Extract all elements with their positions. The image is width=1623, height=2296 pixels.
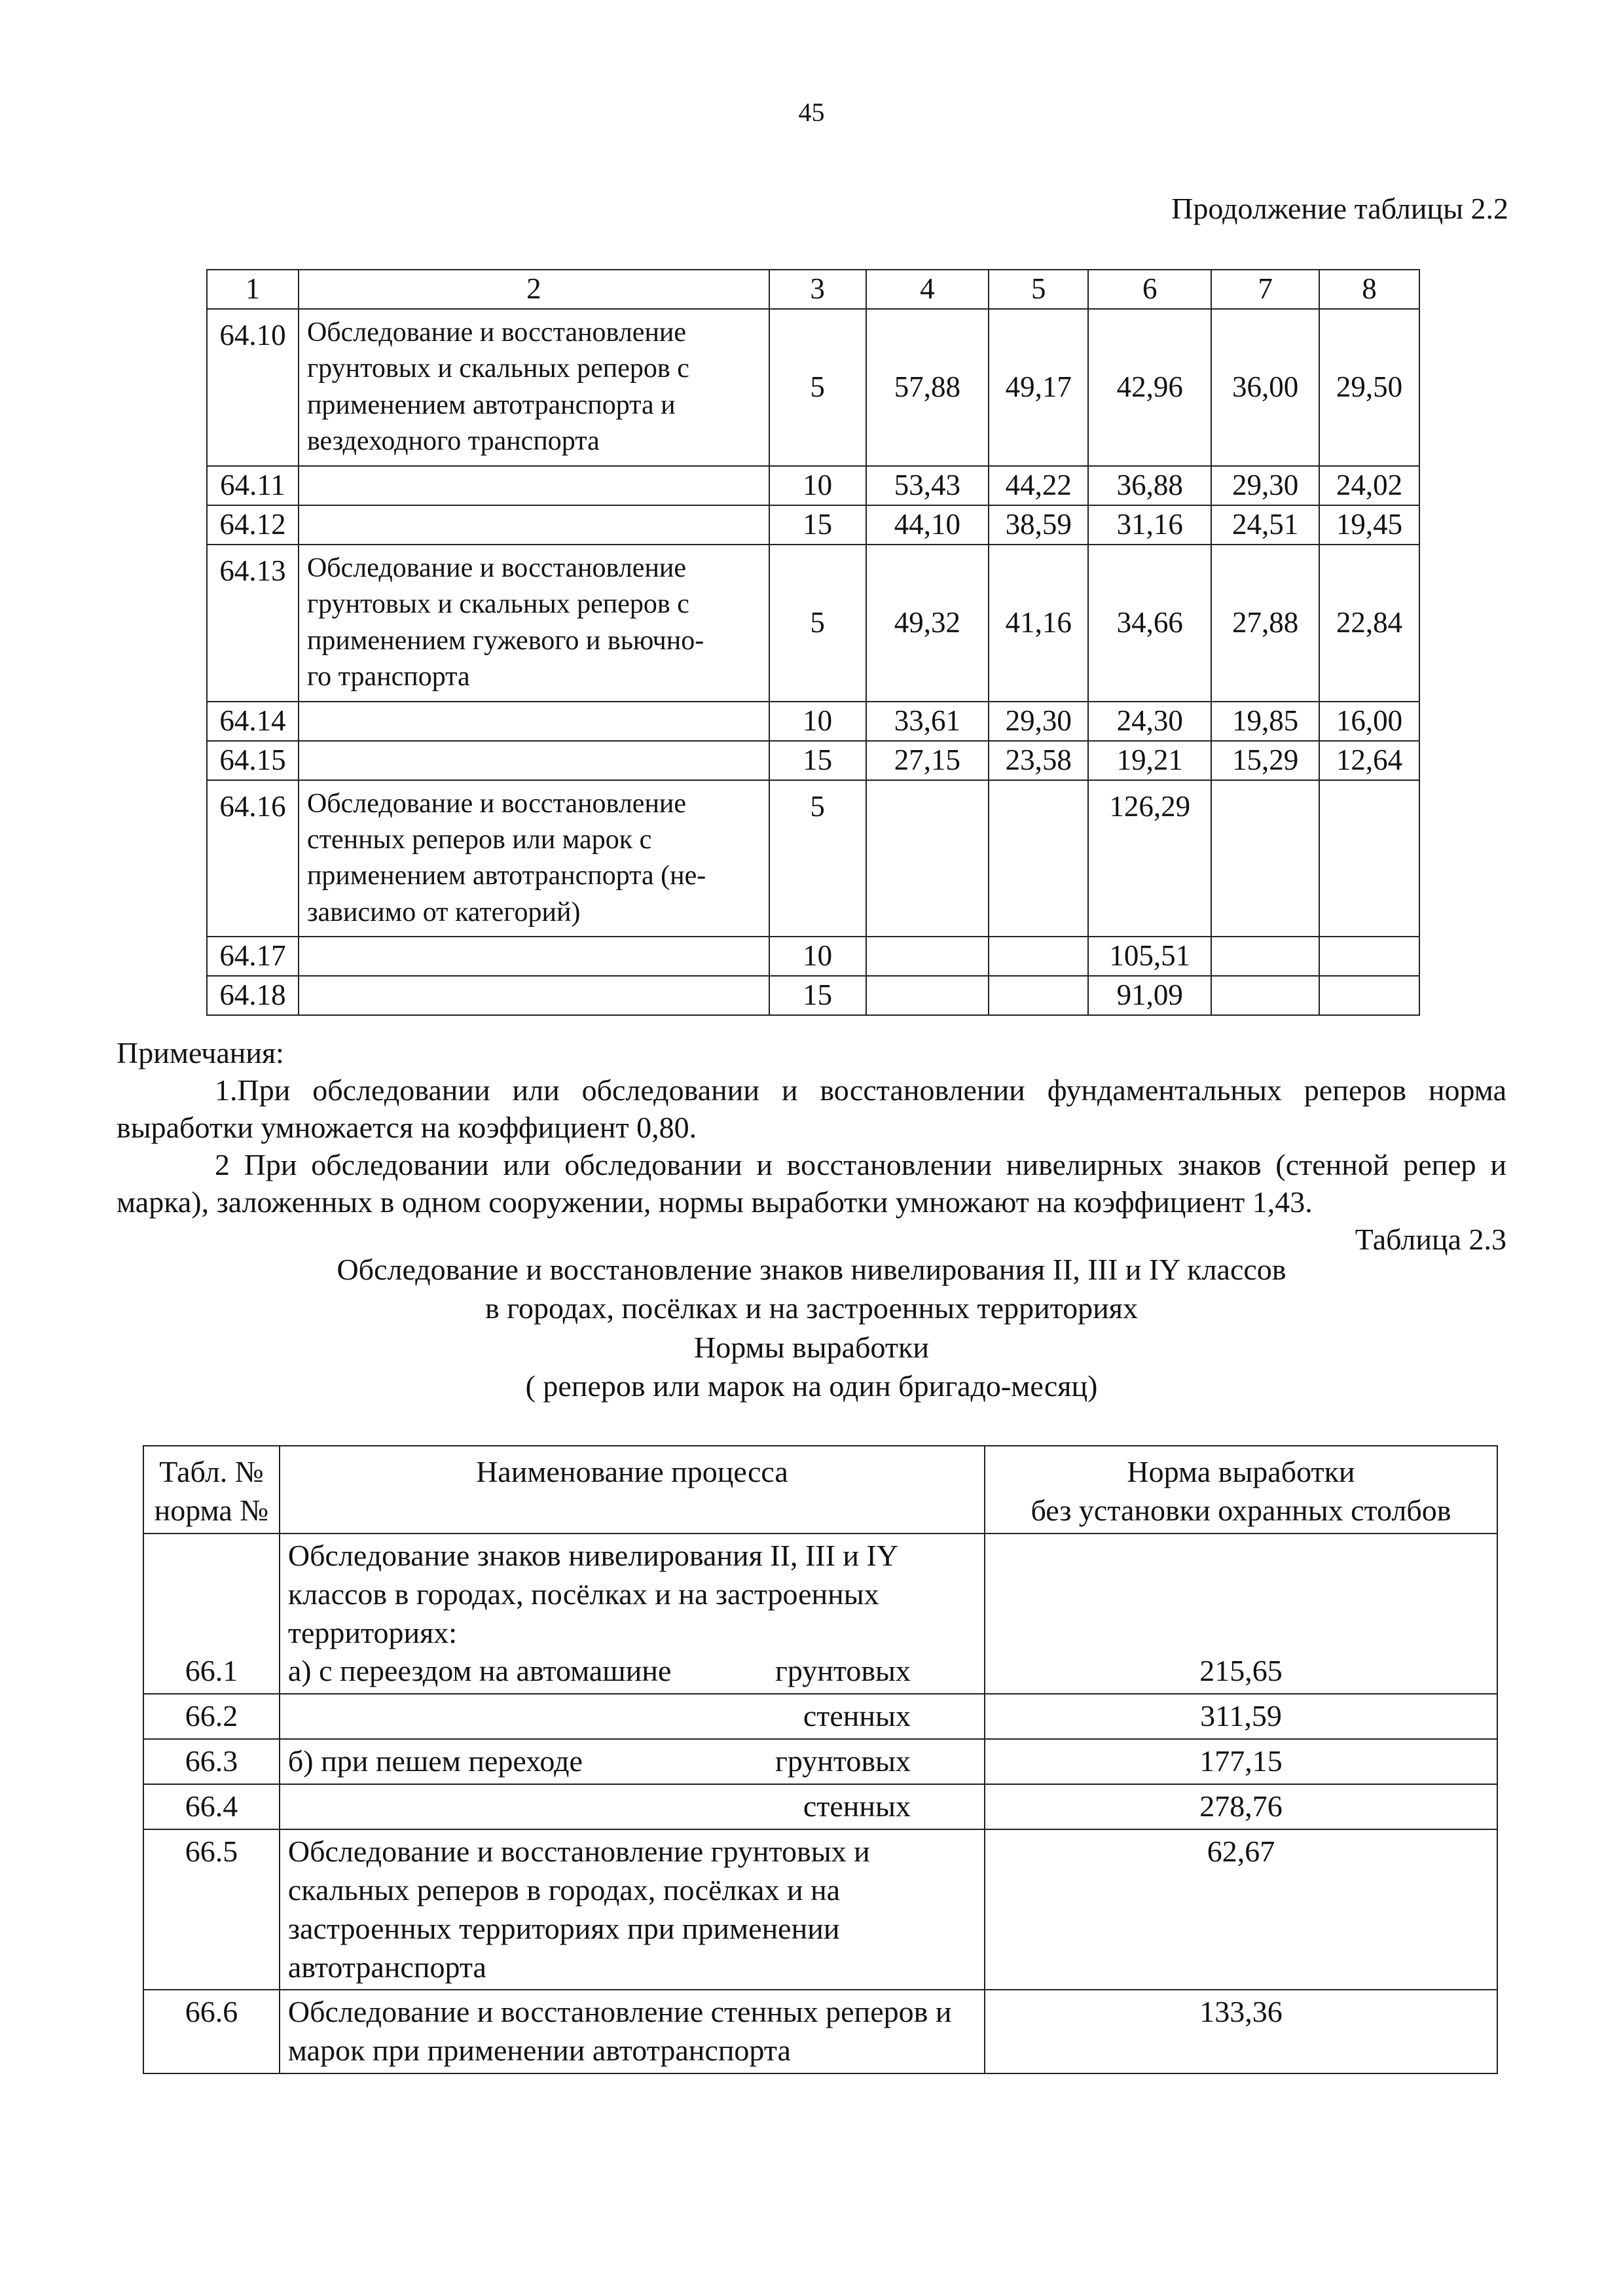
process-name (299, 309, 769, 466)
table-row (143, 1990, 1497, 2073)
cell (989, 780, 1088, 937)
note-2: 2 При обследовании или обследовании и восстановлении нивелирных знаков (стенной репер и марка), заложенных в одном сооружении, нормы выработки умножают на коэффициент 1,43. (117, 1148, 1506, 1219)
process-name (299, 545, 769, 702)
table-row (207, 309, 1419, 466)
row-code: 66.1 (143, 1534, 280, 1695)
cell (866, 976, 989, 1015)
column-header: 5 (989, 270, 1088, 309)
cell: 24,51 (1211, 505, 1319, 545)
notes-section (117, 1034, 1506, 1258)
cell: 16,00 (1319, 702, 1419, 741)
process-name: Обследование и восстановление грунтовых и скальных реперов в городах, посёлках и на застроенных территориях при применении автотранспорта (280, 1829, 985, 1990)
notes-heading: Примечания: (117, 1036, 284, 1069)
row-code: 66.5 (143, 1829, 280, 1990)
cell: 23,58 (989, 741, 1088, 780)
column-header: 8 (1319, 270, 1419, 309)
process-line (288, 1652, 976, 1691)
cell: 24,30 (1088, 702, 1211, 741)
cell: 5 (769, 545, 866, 702)
cell: 15 (769, 505, 866, 545)
name-line: го транспорта (306, 662, 470, 692)
norm-value: 177,15 (985, 1739, 1497, 1784)
cell: 33,61 (866, 702, 989, 741)
title-line: в городах, посёлках и на застроенных территориях (485, 1291, 1138, 1325)
note-1: 1.При обследовании или обследовании и восстановлении фундаментальных реперов норма выработки умножается на коэффициент 0,80. (117, 1073, 1506, 1145)
norm-value: 133,36 (985, 1990, 1497, 2073)
norm-value: 278,76 (985, 1784, 1497, 1829)
cell: 19,21 (1088, 741, 1211, 780)
table-row (207, 702, 1419, 741)
row-code: 64.17 (207, 937, 299, 976)
table-2-3-title (0, 1250, 1623, 1405)
column-header: 6 (1088, 270, 1211, 309)
intro-text: Обследование знаков нивелирования II, III и IY классов в городах, посёлках и на застроенных территориях: (287, 1538, 898, 1649)
table-header-row (143, 1446, 1497, 1534)
table-row (207, 741, 1419, 780)
process-name (299, 937, 769, 976)
process-right: стенных (803, 1789, 911, 1823)
row-code: 64.18 (207, 976, 299, 1015)
cell: 5 (769, 780, 866, 937)
cell: 29,30 (1211, 466, 1319, 505)
name-line: грунтовых и скальных реперов с (306, 589, 689, 620)
cell: 31,16 (1088, 505, 1211, 545)
cell (1319, 780, 1419, 937)
process-name (299, 505, 769, 545)
name-line: Обследование и восстановление (306, 552, 687, 583)
process-right: грунтовых (775, 1654, 911, 1688)
process-name (299, 466, 769, 505)
norms-table-2-2 (206, 269, 1420, 1016)
cell: 91,09 (1088, 976, 1211, 1015)
header-line: Табл. № (159, 1455, 264, 1488)
table-row (143, 1739, 1497, 1784)
header-line: Норма выработки (1127, 1455, 1355, 1488)
row-code: 64.16 (207, 780, 299, 937)
cell: 10 (769, 702, 866, 741)
process-name (299, 741, 769, 780)
process-line (288, 1697, 976, 1736)
process-name (280, 1739, 985, 1784)
cell (1211, 780, 1319, 937)
norm-value: 215,65 (985, 1534, 1497, 1695)
cell: 19,85 (1211, 702, 1319, 741)
column-header-norm (985, 1446, 1497, 1534)
process-line (288, 1742, 976, 1781)
row-code: 64.11 (207, 466, 299, 505)
cell: 53,43 (866, 466, 989, 505)
cell: 24,02 (1319, 466, 1419, 505)
name-line: грунтовых и скальных реперов с (306, 353, 689, 384)
cell (1319, 937, 1419, 976)
cell: 5 (769, 309, 866, 466)
process-name (299, 702, 769, 741)
cell: 10 (769, 937, 866, 976)
row-code: 66.6 (143, 1990, 280, 2073)
table-row (207, 545, 1419, 702)
cell: 38,59 (989, 505, 1088, 545)
table-header-row (207, 270, 1419, 309)
process-name (280, 1534, 985, 1695)
cell: 29,30 (989, 702, 1088, 741)
header-line: норма № (154, 1493, 269, 1527)
process-left: б) при пешем переходе (287, 1744, 583, 1778)
cell (989, 937, 1088, 976)
name-line: применением гужевого и вьючно- (306, 625, 704, 656)
table-label: Таблица 2.3 (1355, 1223, 1506, 1257)
name-line: зависимо от категорий) (306, 897, 581, 927)
row-code: 64.10 (207, 309, 299, 466)
cell: 44,22 (989, 466, 1088, 505)
column-header: 7 (1211, 270, 1319, 309)
cell (1319, 976, 1419, 1015)
column-header: 1 (207, 270, 299, 309)
cell (866, 780, 989, 937)
column-header: 4 (866, 270, 989, 309)
row-code: 64.12 (207, 505, 299, 545)
cell: 41,16 (989, 545, 1088, 702)
cell: 27,15 (866, 741, 989, 780)
column-header-process: Наименование процесса (280, 1446, 985, 1534)
table-row (207, 976, 1419, 1015)
cell: 34,66 (1088, 545, 1211, 702)
cell: 15 (769, 741, 866, 780)
process-right: стенных (803, 1699, 911, 1733)
cell (1211, 976, 1319, 1015)
norms-table-2-3 (143, 1445, 1498, 2074)
title-line: Обследование и восстановление знаков нивелирования II, III и IY классов (337, 1253, 1286, 1286)
name-line: применением автотранспорта и (306, 389, 676, 420)
process-name (299, 976, 769, 1015)
cell: 27,88 (1211, 545, 1319, 702)
column-header-code (143, 1446, 280, 1534)
row-code: 64.14 (207, 702, 299, 741)
process-right: грунтовых (775, 1744, 911, 1778)
cell: 29,50 (1319, 309, 1419, 466)
name-line: Обследование и восстановление (306, 788, 687, 819)
cell (1211, 937, 1319, 976)
row-code: 66.3 (143, 1739, 280, 1784)
row-code: 66.4 (143, 1784, 280, 1829)
page-number: 45 (798, 98, 825, 127)
cell: 19,45 (1319, 505, 1419, 545)
cell: 22,84 (1319, 545, 1419, 702)
name-line: применением автотранспорта (не- (306, 861, 706, 891)
table-row (207, 466, 1419, 505)
cell: 15,29 (1211, 741, 1319, 780)
cell: 49,32 (866, 545, 989, 702)
header-line: без установки охранных столбов (1030, 1493, 1451, 1527)
table-row (143, 1694, 1497, 1739)
table-row (143, 1784, 1497, 1829)
process-line (288, 1787, 976, 1826)
cell: 126,29 (1088, 780, 1211, 937)
row-code: 64.13 (207, 545, 299, 702)
continuation-caption: Продолжение таблицы 2.2 (1171, 192, 1508, 225)
title-line: ( реперов или марок на один бригадо-месяц) (525, 1369, 1098, 1403)
cell: 36,00 (1211, 309, 1319, 466)
cell: 12,64 (1319, 741, 1419, 780)
name-line: вездеходного транспорта (306, 426, 600, 457)
table-row (207, 505, 1419, 545)
process-name (299, 780, 769, 937)
process-name (280, 1784, 985, 1829)
table-row (143, 1534, 1497, 1695)
cell: 15 (769, 976, 866, 1015)
process-left: а) с переездом на автомашине (287, 1654, 672, 1688)
table-row (207, 937, 1419, 976)
cell: 49,17 (989, 309, 1088, 466)
name-line: стенных реперов или марок с (306, 824, 652, 855)
table-row (143, 1829, 1497, 1990)
cell: 10 (769, 466, 866, 505)
process-name (280, 1694, 985, 1739)
row-code: 66.2 (143, 1694, 280, 1739)
cell: 105,51 (1088, 937, 1211, 976)
cell (989, 976, 1088, 1015)
table-row (207, 780, 1419, 937)
column-header: 2 (299, 270, 769, 309)
cell: 57,88 (866, 309, 989, 466)
norm-value: 311,59 (985, 1694, 1497, 1739)
process-name: Обследование и восстановление стенных реперов и марок при применении автотранспорта (280, 1990, 985, 2073)
row-code: 64.15 (207, 741, 299, 780)
name-line: Обследование и восстановление (306, 317, 687, 348)
cell (866, 937, 989, 976)
cell: 36,88 (1088, 466, 1211, 505)
norm-value: 62,67 (985, 1829, 1497, 1990)
cell: 42,96 (1088, 309, 1211, 466)
column-header: 3 (769, 270, 866, 309)
cell: 44,10 (866, 505, 989, 545)
title-line: Нормы выработки (694, 1330, 929, 1364)
